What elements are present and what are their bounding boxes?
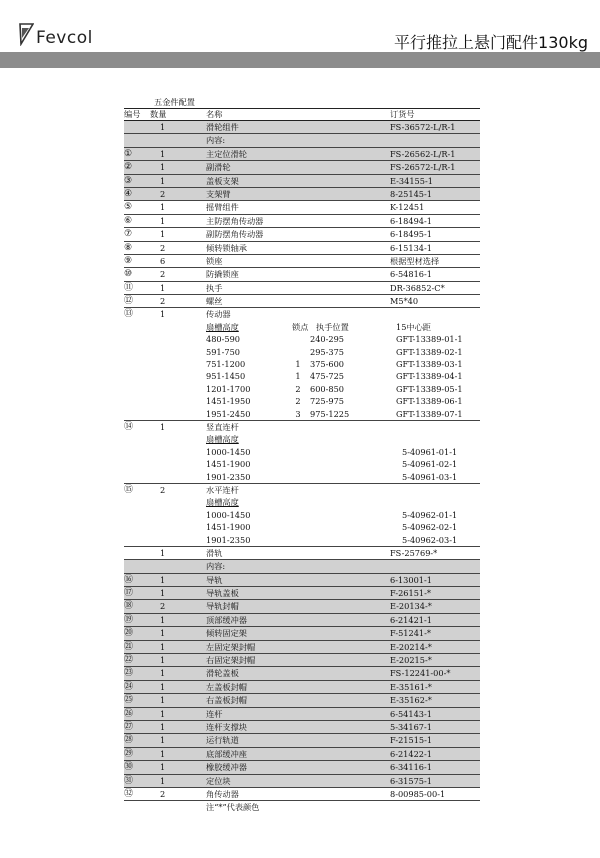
order-number: GFT-13389-03-1 — [396, 359, 463, 370]
item-number: ㉖ — [124, 708, 134, 719]
item-qty: 1 — [160, 762, 166, 773]
item-order-no: FS-26572-L/R-1 — [390, 162, 456, 173]
item-qty: 1 — [160, 574, 166, 585]
actuator-subheader: 扇槽高度 锁点 执手位置 15中心距 — [206, 321, 431, 332]
rod-row — [124, 534, 480, 546]
item-name: 橡胶缓冲器 — [206, 762, 247, 773]
table-row — [124, 175, 480, 188]
item-order-no: F-51241-* — [390, 628, 431, 639]
item-order-no: E-20134-* — [390, 601, 432, 612]
footnote: 注“*”代表颜色 — [206, 802, 260, 813]
item-number: ⑥ — [124, 215, 133, 226]
item-name: 副滑轮 — [206, 162, 231, 173]
item-number: ⑦ — [124, 229, 133, 240]
item-number: ⑨ — [124, 255, 133, 266]
row-group — [124, 201, 480, 308]
item-name: 滑轮组件 — [206, 122, 239, 132]
item-qty: 1 — [160, 708, 166, 719]
height-range: 1451-1950 — [206, 396, 251, 407]
table-row — [124, 600, 480, 613]
item-qty: 1 — [160, 641, 166, 652]
table-row — [124, 681, 480, 694]
height-range: 1951-2450 — [206, 408, 251, 419]
item-number: ⑳ — [124, 628, 134, 639]
item-name: 主定位滑轮 — [206, 148, 247, 159]
handle-position: 295-375 — [310, 346, 345, 357]
lock-points: 1 — [295, 371, 301, 382]
item-qty: 1 — [160, 721, 166, 732]
row-group — [124, 788, 480, 801]
order-number: 5-40962-03-1 — [402, 534, 458, 545]
item-name: 执手 — [206, 282, 223, 293]
item-order-no: E-35162-* — [390, 695, 432, 706]
item-name: 内容: — [206, 561, 226, 572]
table-row — [124, 761, 480, 774]
item-order-no: FS-36572-L/R-1 — [390, 122, 456, 132]
item-name: 运行轨道 — [206, 735, 239, 746]
item-number: ④ — [124, 188, 133, 199]
item-qty: 1 — [160, 229, 166, 240]
order-number: GFT-13389-01-1 — [396, 334, 463, 345]
item-qty: 1 — [160, 681, 166, 692]
table-row — [124, 282, 480, 295]
item-qty: 1 — [160, 547, 166, 558]
handle-position: 240-295 — [310, 334, 345, 345]
item-order-no: FS-12241-00-* — [390, 668, 451, 679]
col-header-number: 编号 — [124, 109, 141, 119]
item-name: 定位块 — [206, 775, 231, 786]
page-title: 平行推拉上悬门配件130kg — [394, 33, 588, 52]
item-number: ㉚ — [124, 762, 134, 773]
item-order-no: F-26151-* — [390, 588, 431, 599]
item-order-no: 6-21421-1 — [390, 614, 432, 625]
height-range: 1451-1900 — [206, 459, 251, 470]
item-number: ㉙ — [124, 748, 134, 759]
table-row — [124, 667, 480, 680]
order-number: 5-40961-03-1 — [402, 471, 458, 482]
handle-position: 975-1225 — [310, 408, 350, 419]
item-qty: 1 — [160, 588, 166, 599]
item-order-no: FS-25769-* — [390, 547, 438, 558]
item-order-no: 8-00985-00-1 — [390, 788, 446, 799]
item-order-no: M5*40 — [390, 296, 419, 307]
table-body-top — [124, 121, 480, 308]
item-name: 导轨封帽 — [206, 601, 239, 612]
horizontal-rod-section: ⑮ 2 水平连杆 扇槽高度 1000-1450 5-40962-01-1 1451-1900 5-40962-02-1 1901-2350 5-40962-03-1 — [124, 484, 480, 547]
table-row — [124, 708, 480, 721]
height-range: 1901-2350 — [206, 534, 251, 545]
item-qty: 1 — [160, 282, 166, 293]
height-range: 1451-1900 — [206, 522, 251, 533]
item-qty: 1 — [160, 695, 166, 706]
lock-points: 1 — [295, 359, 301, 370]
item-qty: 1 — [160, 202, 166, 213]
table-row: ⑬ 1 传动器 — [124, 309, 231, 320]
item-number: ⑤ — [124, 202, 133, 213]
order-number: GFT-13389-04-1 — [396, 371, 463, 382]
table-row — [124, 268, 480, 281]
item-qty: 2 — [160, 601, 166, 612]
item-number: ⑧ — [124, 242, 133, 253]
table-row — [124, 255, 480, 268]
order-number: 5-40961-01-1 — [402, 446, 458, 457]
item-order-no: F-21515-1 — [390, 735, 433, 746]
col-header-name: 名称 — [206, 109, 223, 119]
actuator-row — [124, 395, 480, 407]
table-row — [124, 694, 480, 707]
item-number: ⑱ — [124, 601, 134, 612]
item-name: 右盖板封帽 — [206, 695, 247, 706]
logo-mark-icon — [18, 22, 34, 46]
height-range: 1201-1700 — [206, 383, 251, 394]
item-qty: 1 — [160, 122, 166, 132]
item-qty: 1 — [160, 655, 166, 666]
height-range: 591-750 — [206, 346, 241, 357]
item-name: 内容: — [206, 135, 226, 146]
rod-row — [124, 458, 480, 470]
actuator-rows — [124, 333, 480, 420]
item-name: 右固定架封帽 — [206, 655, 256, 666]
table-row — [124, 641, 480, 654]
item-number: ⑯ — [124, 574, 134, 585]
table-row — [124, 201, 480, 214]
table-row: ⑮ 2 水平连杆 — [124, 484, 239, 495]
item-name: 滑轮盖板 — [206, 668, 239, 679]
item-order-no: 6-15134-1 — [390, 242, 432, 253]
handle-position: 375-600 — [310, 359, 345, 370]
handle-position: 725-975 — [310, 396, 345, 407]
item-number: ㉔ — [124, 681, 134, 692]
item-number: ⑫ — [124, 296, 134, 307]
item-order-no: 6-34116-1 — [390, 762, 432, 773]
item-name: 副防摆角传动器 — [206, 229, 264, 240]
item-name: 倾转固定架 — [206, 628, 247, 639]
item-qty: 1 — [160, 748, 166, 759]
table-row — [124, 734, 480, 747]
actuator-row — [124, 358, 480, 370]
table-row — [124, 614, 480, 627]
table-row — [124, 748, 480, 761]
item-qty: 1 — [160, 628, 166, 639]
height-range: 1000-1450 — [206, 509, 251, 520]
item-qty: 2 — [160, 296, 166, 307]
table-row: ⑭ 1 竖直连杆 — [124, 421, 239, 432]
table-row — [124, 574, 480, 587]
item-number: ㉑ — [124, 641, 134, 652]
lock-points: 3 — [295, 408, 301, 419]
item-number: ㉛ — [124, 775, 134, 786]
item-number: ㉕ — [124, 695, 134, 706]
item-name: 连杆 — [206, 708, 223, 719]
item-name: 角传动器 — [206, 788, 239, 799]
item-name: 锁座 — [206, 255, 223, 266]
height-range: 951-1450 — [206, 371, 246, 382]
item-name: 倾转锁轴承 — [206, 242, 247, 253]
item-order-no: E-20214-* — [390, 641, 432, 652]
table-row — [124, 721, 480, 734]
table-row — [124, 587, 480, 600]
table-row — [124, 188, 480, 201]
col-header-qty: 数量 — [150, 109, 167, 119]
order-number: GFT-13389-05-1 — [396, 383, 463, 394]
item-order-no: FS-26562-L/R-1 — [390, 148, 456, 159]
item-number: ㉓ — [124, 668, 134, 679]
item-number: ⑩ — [124, 269, 133, 280]
vertical-rod-section: ⑭ 1 竖直连杆 扇槽高度 1000-1450 5-40961-01-1 1451-1900 5-40961-02-1 1901-2350 5-40961-03-1 — [124, 421, 480, 484]
item-order-no: 根据型材选择 — [390, 255, 440, 266]
item-name: 导轨盖板 — [206, 588, 239, 599]
item-order-no: 6-21422-1 — [390, 748, 432, 759]
row-group — [124, 560, 480, 788]
item-name: 底部缓冲座 — [206, 748, 247, 759]
item-number: ⑰ — [124, 588, 134, 599]
table-header — [124, 108, 480, 121]
table-row — [124, 775, 480, 788]
height-range: 751-1200 — [206, 359, 246, 370]
rod-row — [124, 509, 480, 521]
item-name: 滑轨 — [206, 547, 223, 558]
item-name: 摇臂组件 — [206, 202, 239, 213]
height-range: 1901-2350 — [206, 471, 251, 482]
item-order-no: E-20215-* — [390, 655, 432, 666]
item-qty: 1 — [160, 162, 166, 173]
item-number: ㉜ — [124, 788, 134, 799]
item-number: ㉗ — [124, 721, 134, 732]
table-row — [124, 228, 480, 241]
item-name: 盖板支架 — [206, 175, 239, 186]
item-qty: 2 — [160, 188, 166, 199]
table-row — [124, 654, 480, 667]
header-bar — [0, 52, 600, 68]
table-row — [124, 627, 480, 640]
item-number: ③ — [124, 175, 133, 186]
item-order-no: 6-13001-1 — [390, 574, 432, 585]
item-number: ① — [124, 148, 133, 159]
item-number: ② — [124, 162, 133, 173]
item-name: 左盖板封帽 — [206, 681, 247, 692]
row-group — [124, 547, 480, 560]
height-range: 1000-1450 — [206, 446, 251, 457]
logo-text: Fevcol — [36, 28, 93, 48]
item-order-no: E-35161-* — [390, 681, 432, 692]
item-qty: 1 — [160, 775, 166, 786]
item-name: 支架臂 — [206, 188, 231, 199]
lock-points: 2 — [295, 396, 301, 407]
order-number: GFT-13389-07-1 — [396, 408, 463, 419]
height-range: 480-590 — [206, 334, 241, 345]
item-order-no: DR-36852-C* — [390, 282, 445, 293]
item-number: ⑲ — [124, 614, 134, 625]
table-row — [124, 148, 480, 161]
lock-points: 2 — [295, 383, 301, 394]
order-number: 5-40962-01-1 — [402, 509, 458, 520]
item-order-no: 5-34167-1 — [390, 721, 432, 732]
actuator-section — [124, 308, 480, 421]
col-header-order: 订货号 — [390, 109, 415, 119]
handle-position: 475-725 — [310, 371, 345, 382]
order-number: 5-40962-02-1 — [402, 522, 458, 533]
rod-row — [124, 446, 480, 458]
table-row — [124, 788, 480, 801]
table-body-bottom — [124, 547, 480, 801]
item-qty: 2 — [160, 788, 166, 799]
item-qty: 1 — [160, 175, 166, 186]
actuator-row — [124, 408, 480, 420]
logo — [18, 22, 138, 50]
item-name: 连杆支撑块 — [206, 721, 247, 732]
item-qty: 1 — [160, 614, 166, 625]
item-qty: 2 — [160, 242, 166, 253]
table-title: 五金件配置 — [154, 97, 195, 107]
table-row — [124, 121, 480, 134]
item-order-no: K-12451 — [390, 202, 425, 213]
item-qty: 1 — [160, 215, 166, 226]
item-order-no: 6-18495-1 — [390, 229, 432, 240]
item-order-no: 6-54816-1 — [390, 269, 432, 280]
table-row — [124, 560, 480, 573]
item-name: 导轨 — [206, 574, 223, 585]
item-name: 主防摆角传动器 — [206, 215, 264, 226]
item-qty: 6 — [160, 255, 166, 266]
table-row — [124, 215, 480, 228]
item-order-no: 6-18494-1 — [390, 215, 432, 226]
rod-row — [124, 471, 480, 483]
item-number: ㉘ — [124, 735, 134, 746]
hardware-table — [124, 96, 480, 813]
handle-position: 600-850 — [310, 383, 345, 394]
item-order-no: 6-54143-1 — [390, 708, 432, 719]
table-row — [124, 134, 480, 147]
item-order-no: E-34155-1 — [390, 175, 433, 186]
table-row — [124, 547, 480, 560]
actuator-row — [124, 346, 480, 358]
item-qty: 1 — [160, 668, 166, 679]
item-order-no: 8-25145-1 — [390, 188, 432, 199]
item-qty: 1 — [160, 148, 166, 159]
item-name: 左固定架封帽 — [206, 641, 256, 652]
table-row — [124, 161, 480, 174]
item-name: 螺丝 — [206, 296, 223, 307]
order-number: 5-40961-02-1 — [402, 459, 458, 470]
item-order-no: 6-31575-1 — [390, 775, 432, 786]
actuator-row — [124, 383, 480, 395]
item-qty: 2 — [160, 269, 166, 280]
actuator-row — [124, 333, 480, 345]
rod-row — [124, 521, 480, 533]
item-name: 顶部缓冲器 — [206, 614, 247, 625]
item-number: ㉒ — [124, 655, 134, 666]
table-row — [124, 242, 480, 255]
order-number: GFT-13389-06-1 — [396, 396, 463, 407]
row-group — [124, 121, 480, 201]
actuator-row — [124, 370, 480, 382]
item-number: ⑪ — [124, 282, 134, 293]
table-row — [124, 295, 480, 308]
item-name: 防撬锁座 — [206, 269, 239, 280]
item-qty: 1 — [160, 735, 166, 746]
order-number: GFT-13389-02-1 — [396, 346, 463, 357]
